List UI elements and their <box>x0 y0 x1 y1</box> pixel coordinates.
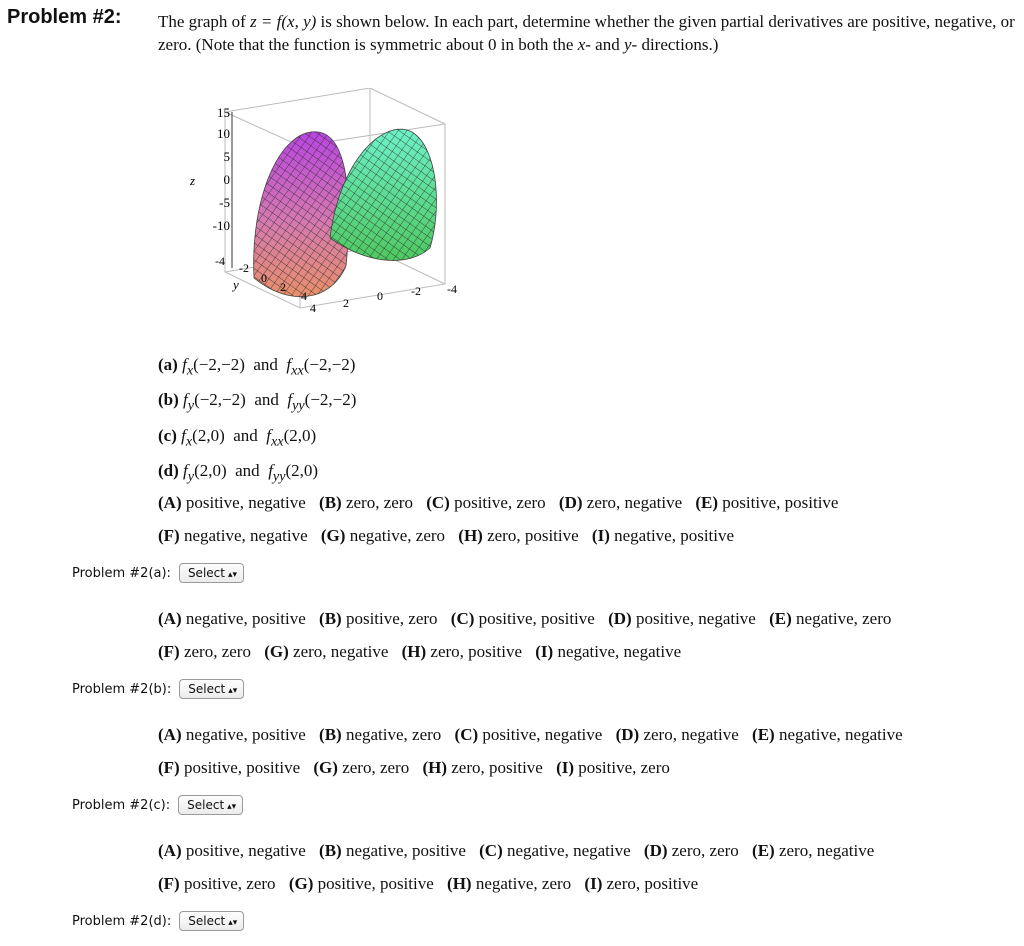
choices-d-line2: (F) positive, zero (G) positive, positive (H) negative, zero (I) zero, positive <box>158 874 699 893</box>
part-a: (a) $f_x(-2,-2)$ and $f_{xx}(-2,-2)$ <box>158 355 356 379</box>
choices-b-line2: (F) zero, zero (G) zero, negative (H) zero, positive (I) negative, negative <box>158 642 682 661</box>
answer-select-b[interactable]: Select ▴▾ <box>179 679 244 699</box>
x-tick: -2 <box>411 284 421 298</box>
choices-a-line2: (F) negative, negative (G) negative, zero (H) zero, positive (I) negative, positive <box>158 526 735 545</box>
answer-row-c <box>72 795 243 815</box>
choices-d-line1: (A) positive, negative (B) negative, positive (C) negative, negative (D) zero, zero (E) zero, negative <box>158 841 875 860</box>
z-tick: 0 <box>223 172 230 187</box>
select-arrows-icon: ▴▾ <box>227 802 237 812</box>
y-tick: -2 <box>239 261 249 275</box>
y-axis-label: y <box>233 277 239 292</box>
answer-row-a <box>72 563 244 583</box>
x-tick: -4 <box>447 282 457 296</box>
choices-a <box>158 486 847 552</box>
y-tick: 4 <box>301 289 307 303</box>
function-notation: z = f(x, y) <box>250 12 317 31</box>
answer-select-c[interactable]: Select ▴▾ <box>178 795 243 815</box>
x-tick: 0 <box>377 289 383 303</box>
part-b: (b) $f_y(-2,-2)$ and $f_{yy}(-2,-2)$ <box>158 390 357 414</box>
choices-c-line2: (F) positive, positive (G) zero, zero (H) zero, positive (I) positive, zero <box>158 758 670 777</box>
answer-row-b <box>72 679 244 699</box>
y-tick: 2 <box>280 280 286 294</box>
part-c: (c) $f_x(2,0)$ and $f_{xx}(2,0)$ <box>158 425 317 450</box>
answer-label-d: Problem #2(d): <box>72 913 172 929</box>
problem-intro: The graph of z = f(x, y) is shown below. In each part, determine whether the given partial derivatives are positive, negative, or zero. (Note that the function is symmetric about 0 in both the x- and y- directions.) <box>158 12 1015 54</box>
answer-row-d <box>72 911 244 931</box>
answer-select-a[interactable]: Select ▴▾ <box>179 563 244 583</box>
part-d: (d) $f_y(2,0)$ and $f_{yy}(2,0)$ <box>158 461 319 485</box>
z-tick: -5 <box>219 195 230 210</box>
question-parts <box>158 350 356 492</box>
surface-plot <box>180 88 470 328</box>
choices-d <box>158 834 883 900</box>
choices-b <box>158 602 900 668</box>
z-axis-label: z <box>190 173 196 188</box>
y-tick: -4 <box>215 254 225 268</box>
select-arrows-icon: ▴▾ <box>228 686 238 696</box>
problem-title: Problem #2: <box>7 6 122 28</box>
x-tick: 2 <box>343 296 349 310</box>
select-arrows-icon: ▴▾ <box>227 570 238 580</box>
choices-c-line1: (A) negative, positive (B) negative, zero (C) positive, negative (D) zero, negative (E) negative, negative <box>158 725 903 744</box>
select-arrows-icon: ▴▾ <box>228 918 238 928</box>
choices-b-line1: (A) negative, positive (B) positive, zero (C) positive, positive (D) positive, negative (E) negative, zero <box>158 609 892 628</box>
y-tick: 0 <box>261 271 267 285</box>
choices-a-line1: (A) positive, negative (B) zero, zero (C) positive, zero (D) zero, negative (E) positive, positive <box>158 493 839 512</box>
answer-select-d[interactable]: Select ▴▾ <box>179 911 244 931</box>
x-tick: 4 <box>310 301 316 315</box>
answer-label-b: Problem #2(b): <box>72 681 172 697</box>
answer-label-a: Problem #2(a): <box>72 565 171 581</box>
z-tick: -10 <box>212 218 230 233</box>
choices-c <box>158 718 912 784</box>
answer-label-c: Problem #2(c): <box>72 797 171 813</box>
z-tick: 5 <box>223 149 230 164</box>
z-tick: 10 <box>217 126 230 141</box>
z-tick: 15 <box>217 105 230 120</box>
